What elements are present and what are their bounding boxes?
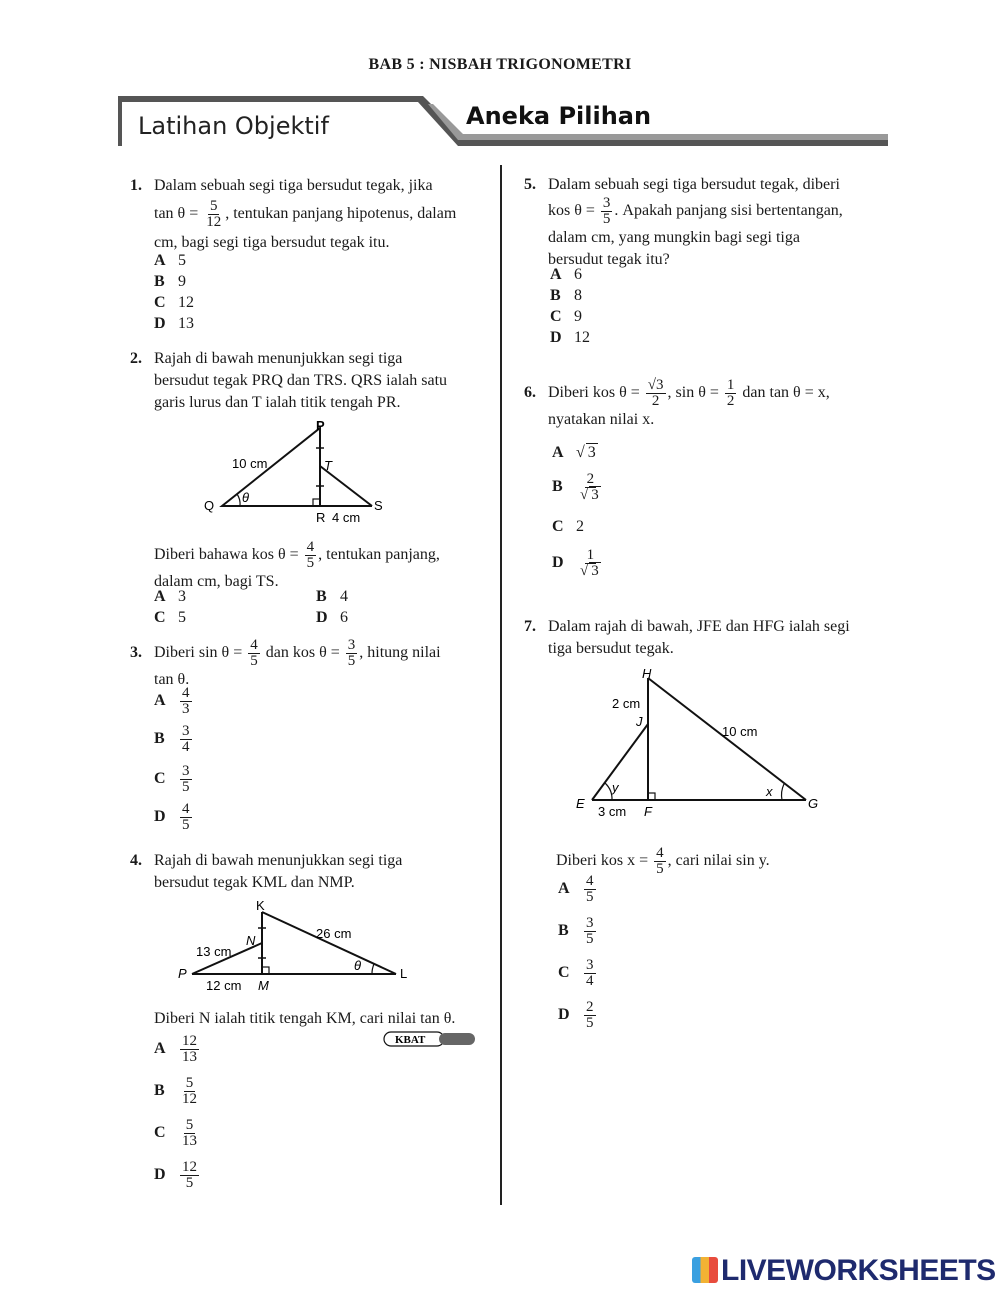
label-e: E — [576, 796, 585, 811]
q7-option-b[interactable]: B $\frac{3}{5}$ — [558, 915, 594, 947]
banner-right-text: Aneka Pilihan — [466, 102, 652, 130]
label-p: P — [316, 418, 325, 433]
question-2: 2. Rajah di bawah menunjukkan segi tiga bersudut tegak PRQ dan TRS. QRS ialah satu garis lurus dan T ialah titik tengah PR. — [130, 350, 448, 411]
question-1 — [130, 175, 490, 254]
label-s: S — [374, 498, 383, 513]
q6-option-a[interactable]: A √ 3 — [552, 444, 596, 461]
page-title: BAB 5 : NISBAH TRIGONOMETRI — [368, 56, 632, 73]
question-6: 6. Diberi kos θ = $\frac{√3}{2}$ , sin θ = $\frac{1}{2}$ dan tan θ = x, nyatakan nilai x. — [524, 377, 830, 428]
question-5: 5. Dalam sebuah segi tiga bersudut tegak, diberi kos θ = $\frac{3}{5}$ . Apakah panjang sisi bertentangan, dalam cm, yang mungkin bagi segi tiga bersudut tegak itu? — [524, 176, 843, 268]
label-q: Q — [204, 498, 215, 513]
fraction: $\frac{5}{12}$ — [206, 198, 222, 230]
label-rs: 4 cm — [332, 510, 361, 525]
q6-option-c[interactable]: C 2 — [552, 518, 584, 535]
q1-option-a[interactable]: A 5 — [154, 252, 186, 269]
question-text: tan θ = — [154, 205, 199, 223]
question-7-text: Diberi kos x = $\frac{4}{5}$ , cari nilai sin y. — [556, 845, 770, 877]
label-g: G — [808, 796, 819, 811]
q4-option-b[interactable]: B $\frac{5}{12}$ — [154, 1075, 197, 1107]
kbat-badge — [383, 1031, 479, 1047]
q3-option-d[interactable]: D $\frac{4}{5}$ — [154, 801, 190, 833]
label-h: H — [642, 666, 652, 681]
q7-option-a[interactable]: A $\frac{4}{5}$ — [558, 873, 594, 905]
label-pq: 10 cm — [232, 456, 268, 471]
q7-diagram — [570, 666, 830, 826]
q1-option-d[interactable]: D 13 — [154, 315, 194, 332]
label-r: R — [316, 510, 326, 525]
label-m: M — [258, 978, 269, 993]
label-pm: 12 cm — [206, 978, 242, 993]
label-t: T — [324, 458, 332, 473]
label-j: J — [636, 714, 643, 729]
q4-diagram — [176, 898, 416, 998]
label-hj: 2 cm — [612, 696, 641, 711]
label-theta: θ — [242, 490, 250, 505]
label-p: P — [178, 966, 187, 981]
q1-option-c[interactable]: C 12 — [154, 294, 194, 311]
label-l: L — [400, 966, 408, 981]
q3-option-c[interactable]: C $\frac{3}{5}$ — [154, 763, 190, 795]
label-hg: 10 cm — [722, 724, 758, 739]
banner-left-text: Latihan Objektif — [138, 112, 329, 140]
q2-option-a[interactable]: A 3 — [154, 588, 186, 605]
q5-option-b[interactable]: B 8 — [550, 287, 582, 304]
label-x: x — [766, 784, 773, 799]
label-k: K — [256, 898, 265, 913]
question-4: 4. Rajah di bawah menunjukkan segi tiga bersudut tegak KML dan NMP. — [130, 852, 403, 891]
question-text: , tentukan panjang hipotenus, dalam — [225, 205, 457, 223]
label-ef: 3 cm — [598, 804, 627, 819]
q5-option-d[interactable]: D 12 — [550, 329, 590, 346]
q2-option-d[interactable]: D 6 — [316, 609, 348, 626]
q5-option-a[interactable]: A 6 — [550, 266, 582, 283]
question-number: 1. — [130, 177, 142, 194]
q4-option-d[interactable]: D $\frac{12}{5}$ — [154, 1159, 197, 1191]
question-text: Dalam sebuah segi tiga bersudut tegak, jika — [154, 177, 433, 194]
q7-option-c[interactable]: C $\frac{3}{4}$ — [558, 957, 594, 989]
label-pn: 13 cm — [196, 944, 232, 959]
section-banner — [118, 96, 888, 152]
q2-option-c[interactable]: C 5 — [154, 609, 186, 626]
q4-option-a[interactable]: A $\frac{12}{13}$ — [154, 1033, 197, 1065]
q6-option-d[interactable]: D $\frac{1}{√ 3}$ — [552, 547, 599, 579]
q2-diagram — [200, 418, 400, 528]
q5-option-c[interactable]: C 9 — [550, 308, 582, 325]
question-4-text: Diberi N ialah titik tengah KM, cari nilai tan θ. — [154, 1010, 456, 1027]
label-y: y — [612, 780, 619, 795]
question-text: cm, bagi segi tiga bersudut tegak itu. — [154, 234, 390, 251]
question-7: 7. Dalam rajah di bawah, JFE dan HFG ialah segi tiga bersudut tegak. — [524, 618, 850, 657]
label-kl: 26 cm — [316, 926, 352, 941]
q7-option-d[interactable]: D $\frac{2}{5}$ — [558, 999, 594, 1031]
logo-icon — [692, 1257, 718, 1283]
question-3: 3. Diberi sin θ = $\frac{4}{5}$ dan kos θ = $\frac{3}{5}$ , hitung nilai tan θ. — [130, 637, 441, 688]
question-2-text: Diberi bahawa kos θ = $\frac{4}{5}$ , tentukan panjang, dalam cm, bagi TS. — [154, 539, 440, 590]
q6-option-b[interactable]: B $\frac{2}{√ 3}$ — [552, 471, 599, 503]
label-theta: θ — [354, 958, 362, 973]
column-divider — [500, 165, 502, 1205]
q3-option-a[interactable]: A $\frac{4}{3}$ — [154, 685, 190, 717]
label-f: F — [644, 804, 652, 819]
q4-option-c[interactable]: C $\frac{5}{13}$ — [154, 1117, 197, 1149]
label-n: N — [246, 933, 256, 948]
q3-option-b[interactable]: B $\frac{3}{4}$ — [154, 723, 190, 755]
svg-text:KBAT: KBAT — [395, 1034, 426, 1046]
q2-option-b[interactable]: B 4 — [316, 588, 348, 605]
liveworksheets-logo: LIVEWORKSHEETS — [692, 1254, 996, 1288]
q1-option-b[interactable]: B 9 — [154, 273, 186, 290]
